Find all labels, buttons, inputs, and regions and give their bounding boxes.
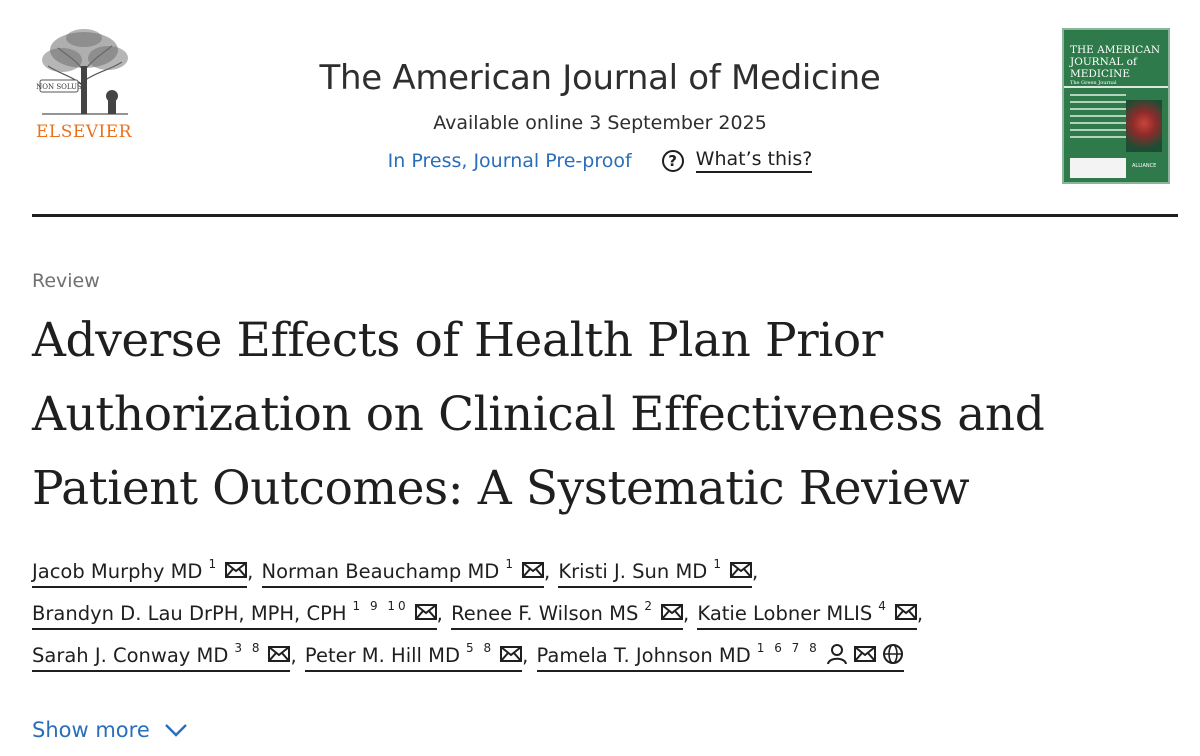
cover-contents-lines <box>1070 94 1126 143</box>
author-affiliation: 5 8 <box>466 640 495 655</box>
author-line-2 <box>32 598 1182 644</box>
cover-title <box>1070 44 1160 86</box>
author-7[interactable] <box>32 640 290 672</box>
globe-icon[interactable] <box>882 643 904 665</box>
author-separator: , <box>916 602 924 625</box>
envelope-icon[interactable] <box>415 604 437 620</box>
author-affiliation: 1 9 10 <box>352 598 409 613</box>
article-type: Review <box>32 270 100 292</box>
show-more-button[interactable] <box>32 718 188 742</box>
author-affiliation: 3 8 <box>234 640 263 655</box>
journal-title-link[interactable]: The American Journal of Medicine <box>319 58 881 98</box>
envelope-icon[interactable] <box>500 646 522 662</box>
author-line-1 <box>32 556 1182 602</box>
author-name: Jacob Murphy MD <box>32 560 203 583</box>
elsevier-tree-logo[interactable] <box>32 26 136 146</box>
envelope-icon[interactable] <box>895 604 917 620</box>
envelope-icon[interactable] <box>522 562 544 578</box>
author-6[interactable] <box>697 598 917 630</box>
cover-alliance-badge: ALLIANCE <box>1132 163 1157 169</box>
author-separator: , <box>682 602 696 625</box>
author-affiliation: 1 <box>208 556 220 571</box>
cover-title-line2: JOURNAL of <box>1070 56 1137 68</box>
article-status-row <box>230 148 970 173</box>
author-1[interactable] <box>32 556 247 588</box>
corresponding-author-person-icon[interactable] <box>826 643 848 665</box>
author-5[interactable] <box>451 598 683 630</box>
author-affiliation: 1 <box>505 556 516 571</box>
cover-band <box>1064 86 1168 88</box>
envelope-icon[interactable] <box>730 562 752 578</box>
show-more-label: Show more <box>32 718 150 742</box>
chevron-down-icon <box>164 723 188 737</box>
cover-subtitle: The Green Journal <box>1070 80 1117 86</box>
envelope-icon[interactable] <box>661 604 683 620</box>
author-separator: , <box>522 644 535 667</box>
envelope-icon[interactable] <box>225 562 247 578</box>
author-8[interactable] <box>304 640 522 672</box>
author-separator: , <box>247 560 260 583</box>
author-name: Pamela T. Johnson MD <box>536 644 751 667</box>
author-separator: , <box>751 560 759 583</box>
author-3[interactable] <box>558 556 752 588</box>
journal-header <box>230 58 970 173</box>
author-separator: , <box>436 602 450 625</box>
publisher-motto: NON SOLUS <box>36 83 82 91</box>
in-press-link[interactable]: In Press, Journal Pre-proof <box>387 149 632 172</box>
author-name: Kristi J. Sun MD <box>558 560 708 583</box>
author-name: Brandyn D. Lau DrPH, MPH, CPH <box>32 602 347 625</box>
author-9[interactable] <box>536 640 904 672</box>
cover-title-line3: MEDICINE <box>1070 68 1131 80</box>
author-name: Norman Beauchamp MD <box>261 560 500 583</box>
available-online-date: Available online 3 September 2025 <box>433 112 767 134</box>
author-2[interactable] <box>261 556 544 588</box>
author-name: Sarah J. Conway MD <box>32 644 229 667</box>
author-name: Katie Lobner MLIS <box>697 602 873 625</box>
author-4[interactable] <box>32 598 437 630</box>
journal-cover-image[interactable] <box>1062 28 1170 184</box>
author-separator: , <box>290 644 303 667</box>
whats-this-wrap[interactable] <box>662 148 813 173</box>
author-affiliation: 1 <box>713 556 724 571</box>
publisher-name: ELSEVIER <box>36 122 132 142</box>
author-name: Renee F. Wilson MS <box>451 602 639 625</box>
article-title: Adverse Effects of Health Plan Prior Authorization on Clinical Effectiveness and Patient Outcomes: A Systematic Review <box>32 313 1045 516</box>
author-affiliation: 1 6 7 8 <box>756 640 820 655</box>
cover-title-line1: THE AMERICAN <box>1070 44 1161 56</box>
whats-this-link[interactable]: What’s this? <box>696 148 813 173</box>
cover-barcode-box <box>1070 158 1126 178</box>
author-list <box>32 556 1182 686</box>
author-line-3 <box>32 640 1182 686</box>
tree-icon <box>32 26 136 122</box>
envelope-icon[interactable] <box>854 646 876 662</box>
question-circle-icon: ? <box>662 150 684 172</box>
author-name: Peter M. Hill MD <box>304 644 460 667</box>
header-divider <box>32 214 1178 217</box>
author-affiliation: 2 <box>644 598 655 613</box>
cover-illustration <box>1126 100 1162 152</box>
author-affiliation: 4 <box>878 598 889 613</box>
envelope-icon[interactable] <box>268 646 290 662</box>
author-separator: , <box>543 560 557 583</box>
